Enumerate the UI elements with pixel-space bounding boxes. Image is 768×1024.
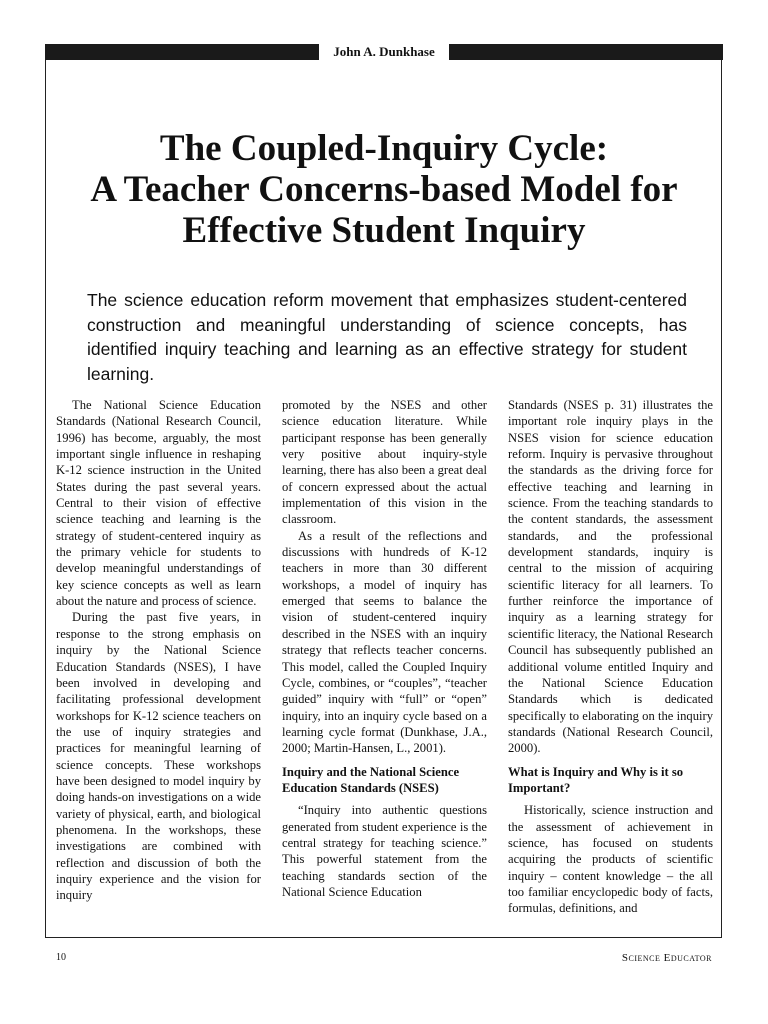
paragraph: During the past five years, in response to the strong emphasis on inquiry by the National Science Education Standards (NSES), I have been involved in developing and facilitating professional development workshops for K-12 science teachers on the use of inquiry strategies and practices for meaningful learning of science concepts. These workshops have been designed to model inquiry by doing hands-on investigations on a wide variety of physical, earth, and biological phenomena. In the workshops, these investigations are combined with reflection and discussion of both the inquiry experience and the vision for inquiry bbox=[56, 610, 261, 903]
column-1 bbox=[56, 397, 261, 904]
title-line-1: The Coupled-Inquiry Cycle: bbox=[159, 128, 609, 169]
section-heading: Inquiry and the National Science Education Standards (NSES) bbox=[282, 764, 460, 795]
section-heading: What is Inquiry and Why is it so Important? bbox=[508, 764, 684, 795]
title-line-2: A Teacher Concerns-based Model for bbox=[90, 169, 678, 210]
header-bar bbox=[45, 44, 723, 60]
author-name: John A. Dunkhase bbox=[333, 44, 435, 59]
page-footer bbox=[56, 952, 712, 964]
column-3 bbox=[508, 397, 713, 917]
header-rule-right bbox=[449, 44, 723, 60]
paragraph: “Inquiry into authentic questions generated from student experience is the central strategy for teaching science.” This powerful statement from the teaching standards section of the National Science Education bbox=[282, 803, 487, 899]
paragraph: promoted by the NSES and other science education literature. While participant response has been generally very positive about inquiry-style learning, there has also been a great deal of concern expressed about the actual implementation of this vision in the classroom. bbox=[282, 398, 487, 527]
title-line-3: Effective Student Inquiry bbox=[182, 210, 586, 251]
article-title bbox=[55, 128, 713, 251]
abstract: The science education reform movement that emphasizes student-centered construction and meaningful understanding of science concepts, has identified inquiry teaching and learning as an effective strategy for student learning. bbox=[87, 290, 687, 384]
page-number: 10 bbox=[56, 952, 66, 963]
paragraph: The National Science Education Standards (National Research Council, 1996) has become, arguably, the most important single influence in reshaping K-12 science instruction in the United States during the past several years. Central to their vision of effective science teaching and learning is the strategy of student-centered inquiry as the primary vehicle for students to develop meaningful understandings of key science concepts as well as learn about the nature and process of science. bbox=[56, 398, 261, 609]
column-2 bbox=[282, 397, 487, 900]
journal-name: Science Educator bbox=[621, 952, 712, 964]
paragraph: As a result of the reflections and discussions with hundreds of K-12 teachers in more than 30 different workshops, a model of inquiry has emerged that seems to balance the vision of student-centered inquiry described in the NSES with an inquiry strategy that reflects teacher concerns. This model, called the Coupled Inquiry Cycle, combines, or “couples”, “teacher guided” inquiry with “full” or “open” inquiry, into an inquiry cycle based on a learning cycle format (Dunkhase, J.A., 2000; Martin-Hansen, L., 2001). bbox=[282, 528, 487, 756]
paragraph: Standards (NSES p. 31) illustrates the important role inquiry plays in the NSES vision for science education reform. Inquiry is pervasive throughout the standards as the driving force for effective teaching and learning in science. From the teaching standards to the content standards, the assessment standards, and the professional development standards, inquiry is central to the mission of acquiring scientific literacy for all learners. To further reinforce the importance of inquiry as a learning strategy for scientific literacy, the National Research Council has subsequently published an additional volume entitled Inquiry and the National Science Education Standards which is dedicated specifically to elaborating on the inquiry standards (National Research Council, 2000). bbox=[508, 398, 713, 756]
header-rule-left bbox=[45, 44, 319, 60]
paragraph: Historically, science instruction and the assessment of achievement in science, has focused on students acquiring the products of scientific inquiry – content knowledge – the all too familiar encyclopedic body of facts, formulas, definitions, and bbox=[508, 803, 713, 916]
